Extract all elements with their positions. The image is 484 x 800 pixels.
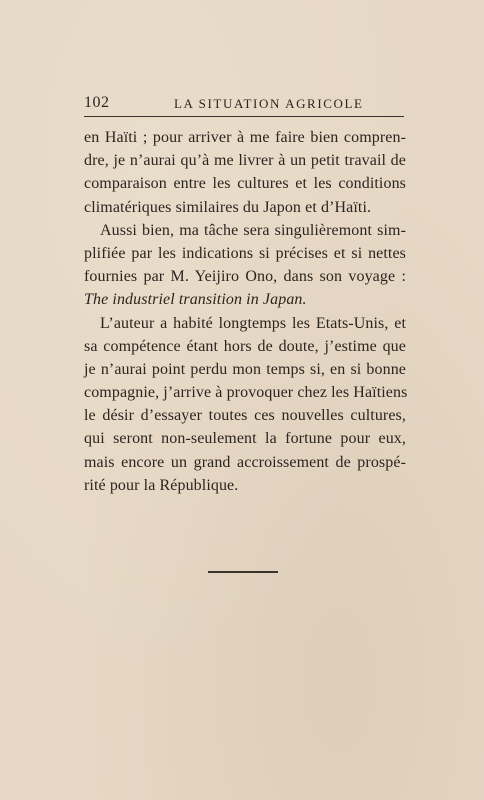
text-line: comparaison entre les cultures et les conditions — [84, 175, 406, 193]
text-line: mais encore un grand accroissement de prospé- — [84, 453, 406, 471]
text-line: rité pour la République. — [84, 476, 239, 494]
text-line: fournies par M. Yeijiro Ono, dans son voyage : — [84, 268, 406, 286]
page-number: 102 — [84, 94, 110, 111]
text-line: Aussi bien, ma tâche sera singulièremont sim- — [100, 221, 406, 239]
running-header — [84, 94, 404, 117]
section-end-rule — [208, 571, 278, 573]
text-line: compagnie, j’arrive à provoquer chez les Haïtiens — [84, 384, 408, 402]
text-line: qui seront non-seulement la fortune pour eux, — [84, 430, 406, 448]
text-line: dre, je n’aurai qu’à me livrer à un petit travail de — [84, 152, 406, 170]
book-title-line: The industriel transition in Japan. — [84, 291, 307, 309]
text-line: plifiée par les indications si précises et si nettes — [84, 244, 406, 262]
body-text — [84, 126, 406, 497]
text-line: le désir d’essayer toutes ces nouvelles cultures, — [84, 407, 406, 425]
running-title: LA SITUATION AGRICOLE — [174, 96, 364, 111]
text-line: sa compétence étant hors de doute, j’estime que — [84, 337, 406, 355]
text-line: je n’aurai point perdu mon temps si, en si bonne — [84, 360, 406, 378]
text-line: en Haïti ; pour arriver à me faire bien compren- — [84, 129, 406, 146]
text-line: climatériques similaires du Japon et d’Haïti. — [84, 198, 372, 216]
text-line: L’auteur a habité longtemps les Etats-Unis, et — [100, 314, 406, 332]
